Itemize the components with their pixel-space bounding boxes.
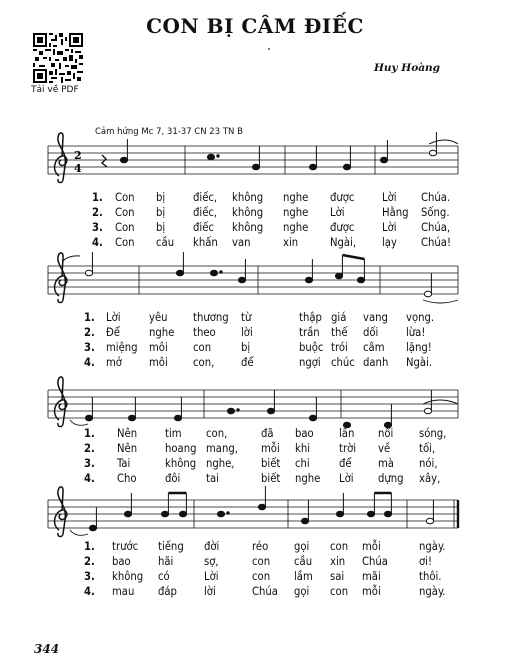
verse-line [0,472,510,486]
verse-line [0,236,510,250]
lyric-syllable: con [193,341,212,354]
verse-number: 4. [84,472,95,485]
lyric-syllable: Cho [117,472,137,485]
lyric-syllable: mở [106,356,122,369]
staff-system-2 [48,252,458,303]
lyric-syllable: có [158,570,170,583]
lyric-syllable: ngợi [299,356,321,369]
lyric-syllable: nghe [283,206,309,219]
lyric-syllable: trói [331,341,348,354]
lyric-syllable: biết [261,457,281,470]
lyric-syllable: Hằng [382,206,409,219]
lyric-syllable: gọi [294,540,310,553]
verse-line [0,221,510,235]
lyric-syllable: nghe [283,221,309,234]
lyric-syllable: mỗi [362,585,381,598]
lyric-syllable: thập [299,311,322,324]
lyric-syllable: mãi [362,570,381,583]
lyric-syllable: Con [115,221,135,234]
lyric-syllable: môi [149,341,168,354]
lyric-syllable: gọi [294,585,310,598]
lyric-syllable: nghe [295,472,321,485]
lyric-syllable: Lời [339,472,354,485]
lyric-syllable: xin [283,236,299,249]
verse-line [0,442,510,456]
lyric-syllable: tai [206,472,219,485]
lyric-syllable: được [330,191,355,204]
lyric-syllable: chi [295,457,310,470]
lyric-syllable: ngày. [419,540,446,553]
lyric-syllable: Tai [117,457,131,470]
verse-number: 2. [84,442,95,455]
lyric-syllable: réo [252,540,269,553]
lyric-syllable: xin [330,555,346,568]
verse-number: 4. [92,236,103,249]
lyric-syllable: trời [339,442,357,455]
lyric-syllable: không [232,206,264,219]
lyric-syllable: Lời [330,206,345,219]
lyric-syllable: về [378,442,391,455]
lyric-syllable: bao [112,555,131,568]
lyric-syllable: Ngài, [330,236,357,249]
lyric-syllable: trước [112,540,139,553]
lyric-syllable: điếc [193,221,214,234]
lyric-syllable: Con [115,236,135,249]
verse-number: 2. [84,555,95,568]
lyric-syllable: đời [204,540,220,553]
lyric-syllable: tim [165,427,182,440]
lyric-syllable: Chúa, [421,221,451,234]
lyric-syllable: lần [339,427,355,440]
lyric-syllable: bị [156,206,166,219]
staff-system-1 [48,132,458,183]
lyric-syllable: để [241,356,254,369]
lyric-syllable: thôi. [419,570,442,583]
verse-line [0,570,510,584]
lyric-syllable: lời [204,585,216,598]
lyric-syllable: vọng. [406,311,435,324]
verse-line [0,191,510,205]
lyric-syllable: nghe [283,191,309,204]
lyric-syllable: buộc [299,341,324,354]
verse-number: 3. [92,221,103,234]
song-title: CON BỊ CÂM ĐIẾC [146,14,364,38]
lyric-syllable: giá [331,311,347,324]
lyric-syllable: hãi [158,555,174,568]
lyric-syllable: trần [299,326,320,339]
lyric-syllable: sợ, [204,555,219,568]
lyric-syllable: yêu [149,311,168,324]
svg-text:2: 2 [74,149,82,162]
lyric-syllable: Ngài. [406,356,433,369]
verse-line [0,540,510,554]
verse-line [0,326,510,340]
lyric-syllable: ngày. [419,585,446,598]
lyric-syllable: Con [115,206,135,219]
lyric-syllable: con [330,540,349,553]
lyric-syllable: khi [295,442,311,455]
lyric-syllable: sóng, [419,427,447,440]
composer-name: Huy Hoàng [373,62,440,74]
lyric-syllable: Lời [382,221,397,234]
verse-number: 1. [84,311,95,324]
lyric-syllable: để [339,457,352,470]
lyric-syllable: được [330,221,355,234]
lyric-syllable: không [232,221,264,234]
staff-system-3 [48,377,458,428]
lyric-syllable: từ [241,311,252,324]
lyric-syllable: ơi! [419,555,432,568]
staff-system-4 [48,486,458,537]
verse-number: 1. [92,191,103,204]
verse-number: 4. [84,356,95,369]
verse-line [0,427,510,441]
lyric-syllable: đôi [165,472,181,485]
lyric-syllable: sai [330,570,345,583]
lyric-syllable: Nên [117,442,138,455]
lyric-syllable: lời [241,326,253,339]
verse-line [0,457,510,471]
lyric-syllable: hoang [165,442,197,455]
lyric-syllable: con [252,555,271,568]
lyric-syllable: biết [261,472,281,485]
verse-line [0,206,510,220]
lyric-syllable: môi [149,356,168,369]
lyric-syllable: Lời [382,191,397,204]
lyric-syllable: cầu [156,236,175,249]
lyric-syllable: nói, [419,457,438,470]
lyric-syllable: Lời [106,311,121,324]
verse-number: 4. [84,585,95,598]
qr-download-label[interactable]: Tải về PDF [31,85,79,95]
lyric-syllable: Chúa! [421,236,451,249]
lyric-syllable: miệng [106,341,138,354]
lyric-syllable: bao [295,427,314,440]
page-number: 344 [34,642,60,656]
lyric-syllable: con, [193,356,215,369]
verse-line [0,585,510,599]
verse-line [0,311,510,325]
lyric-syllable: không [232,191,264,204]
verse-number: 3. [84,457,95,470]
lyric-syllable: đáp [158,585,177,598]
lyric-syllable: chúc [331,356,355,369]
lyric-syllable: con, [206,427,228,440]
lyric-syllable: dựng [378,472,404,485]
verse-number: 1. [84,540,95,553]
lyric-syllable: nổi [378,427,394,440]
lyric-syllable: nghe, [206,457,235,470]
lyric-syllable: Chúa. [421,191,451,204]
lyric-syllable: cầu [294,555,313,568]
lyric-syllable: danh [363,356,389,369]
lyric-syllable: con [330,585,349,598]
lyric-syllable: Con [115,191,135,204]
lyric-syllable: không [112,570,144,583]
lyric-syllable: mỗi [261,442,280,455]
lyric-syllable: mỗi [362,540,381,553]
lyric-syllable: van [232,236,251,249]
lyric-syllable: dối [363,326,379,339]
verse-number: 2. [92,206,103,219]
lyric-syllable: câm [363,341,385,354]
lyric-syllable: con [252,570,271,583]
svg-text:4: 4 [74,162,82,175]
verse-number: 1. [84,427,95,440]
lyric-syllable: thương [193,311,229,324]
lyric-syllable: không [165,457,197,470]
lyric-syllable: vang [363,311,388,324]
lyric-syllable: lừa! [406,326,426,339]
lyric-syllable: mau [112,585,135,598]
lyric-syllable: tối, [419,442,436,455]
lyric-syllable: bị [241,341,251,354]
lyric-syllable: thế [331,326,348,339]
lyric-syllable: Lời [204,570,219,583]
verse-number: 3. [84,570,95,583]
lyric-syllable: bị [156,221,166,234]
verse-line [0,341,510,355]
lyric-syllable: Sống. [421,206,450,219]
inspiration-note: Cảm hứng Mc 7, 31-37 CN 23 TN B [95,127,243,137]
lyric-syllable: Nên [117,427,138,440]
verse-line [0,356,510,370]
lyric-syllable: nghe [149,326,175,339]
verse-number: 2. [84,326,95,339]
lyric-syllable: theo [193,326,216,339]
lyric-syllable: đã [261,427,274,440]
lyric-syllable: Chúa [362,555,388,568]
lyric-syllable: điếc, [193,191,218,204]
lyric-syllable: lầm [294,570,313,583]
lyric-syllable: lạy [382,236,397,249]
lyric-syllable: điếc, [193,206,218,219]
lyric-syllable: bị [156,191,166,204]
verse-number: 3. [84,341,95,354]
lyric-syllable: mang, [206,442,238,455]
lyric-syllable: mà [378,457,394,470]
lyric-syllable: khấn [193,236,218,249]
lyric-syllable: xây, [419,472,441,485]
verse-line [0,555,510,569]
lyric-syllable: tiếng [158,540,184,553]
lyric-syllable: lặng! [406,341,432,354]
lyric-syllable: Chúa [252,585,278,598]
lyric-syllable: Để [106,326,120,339]
